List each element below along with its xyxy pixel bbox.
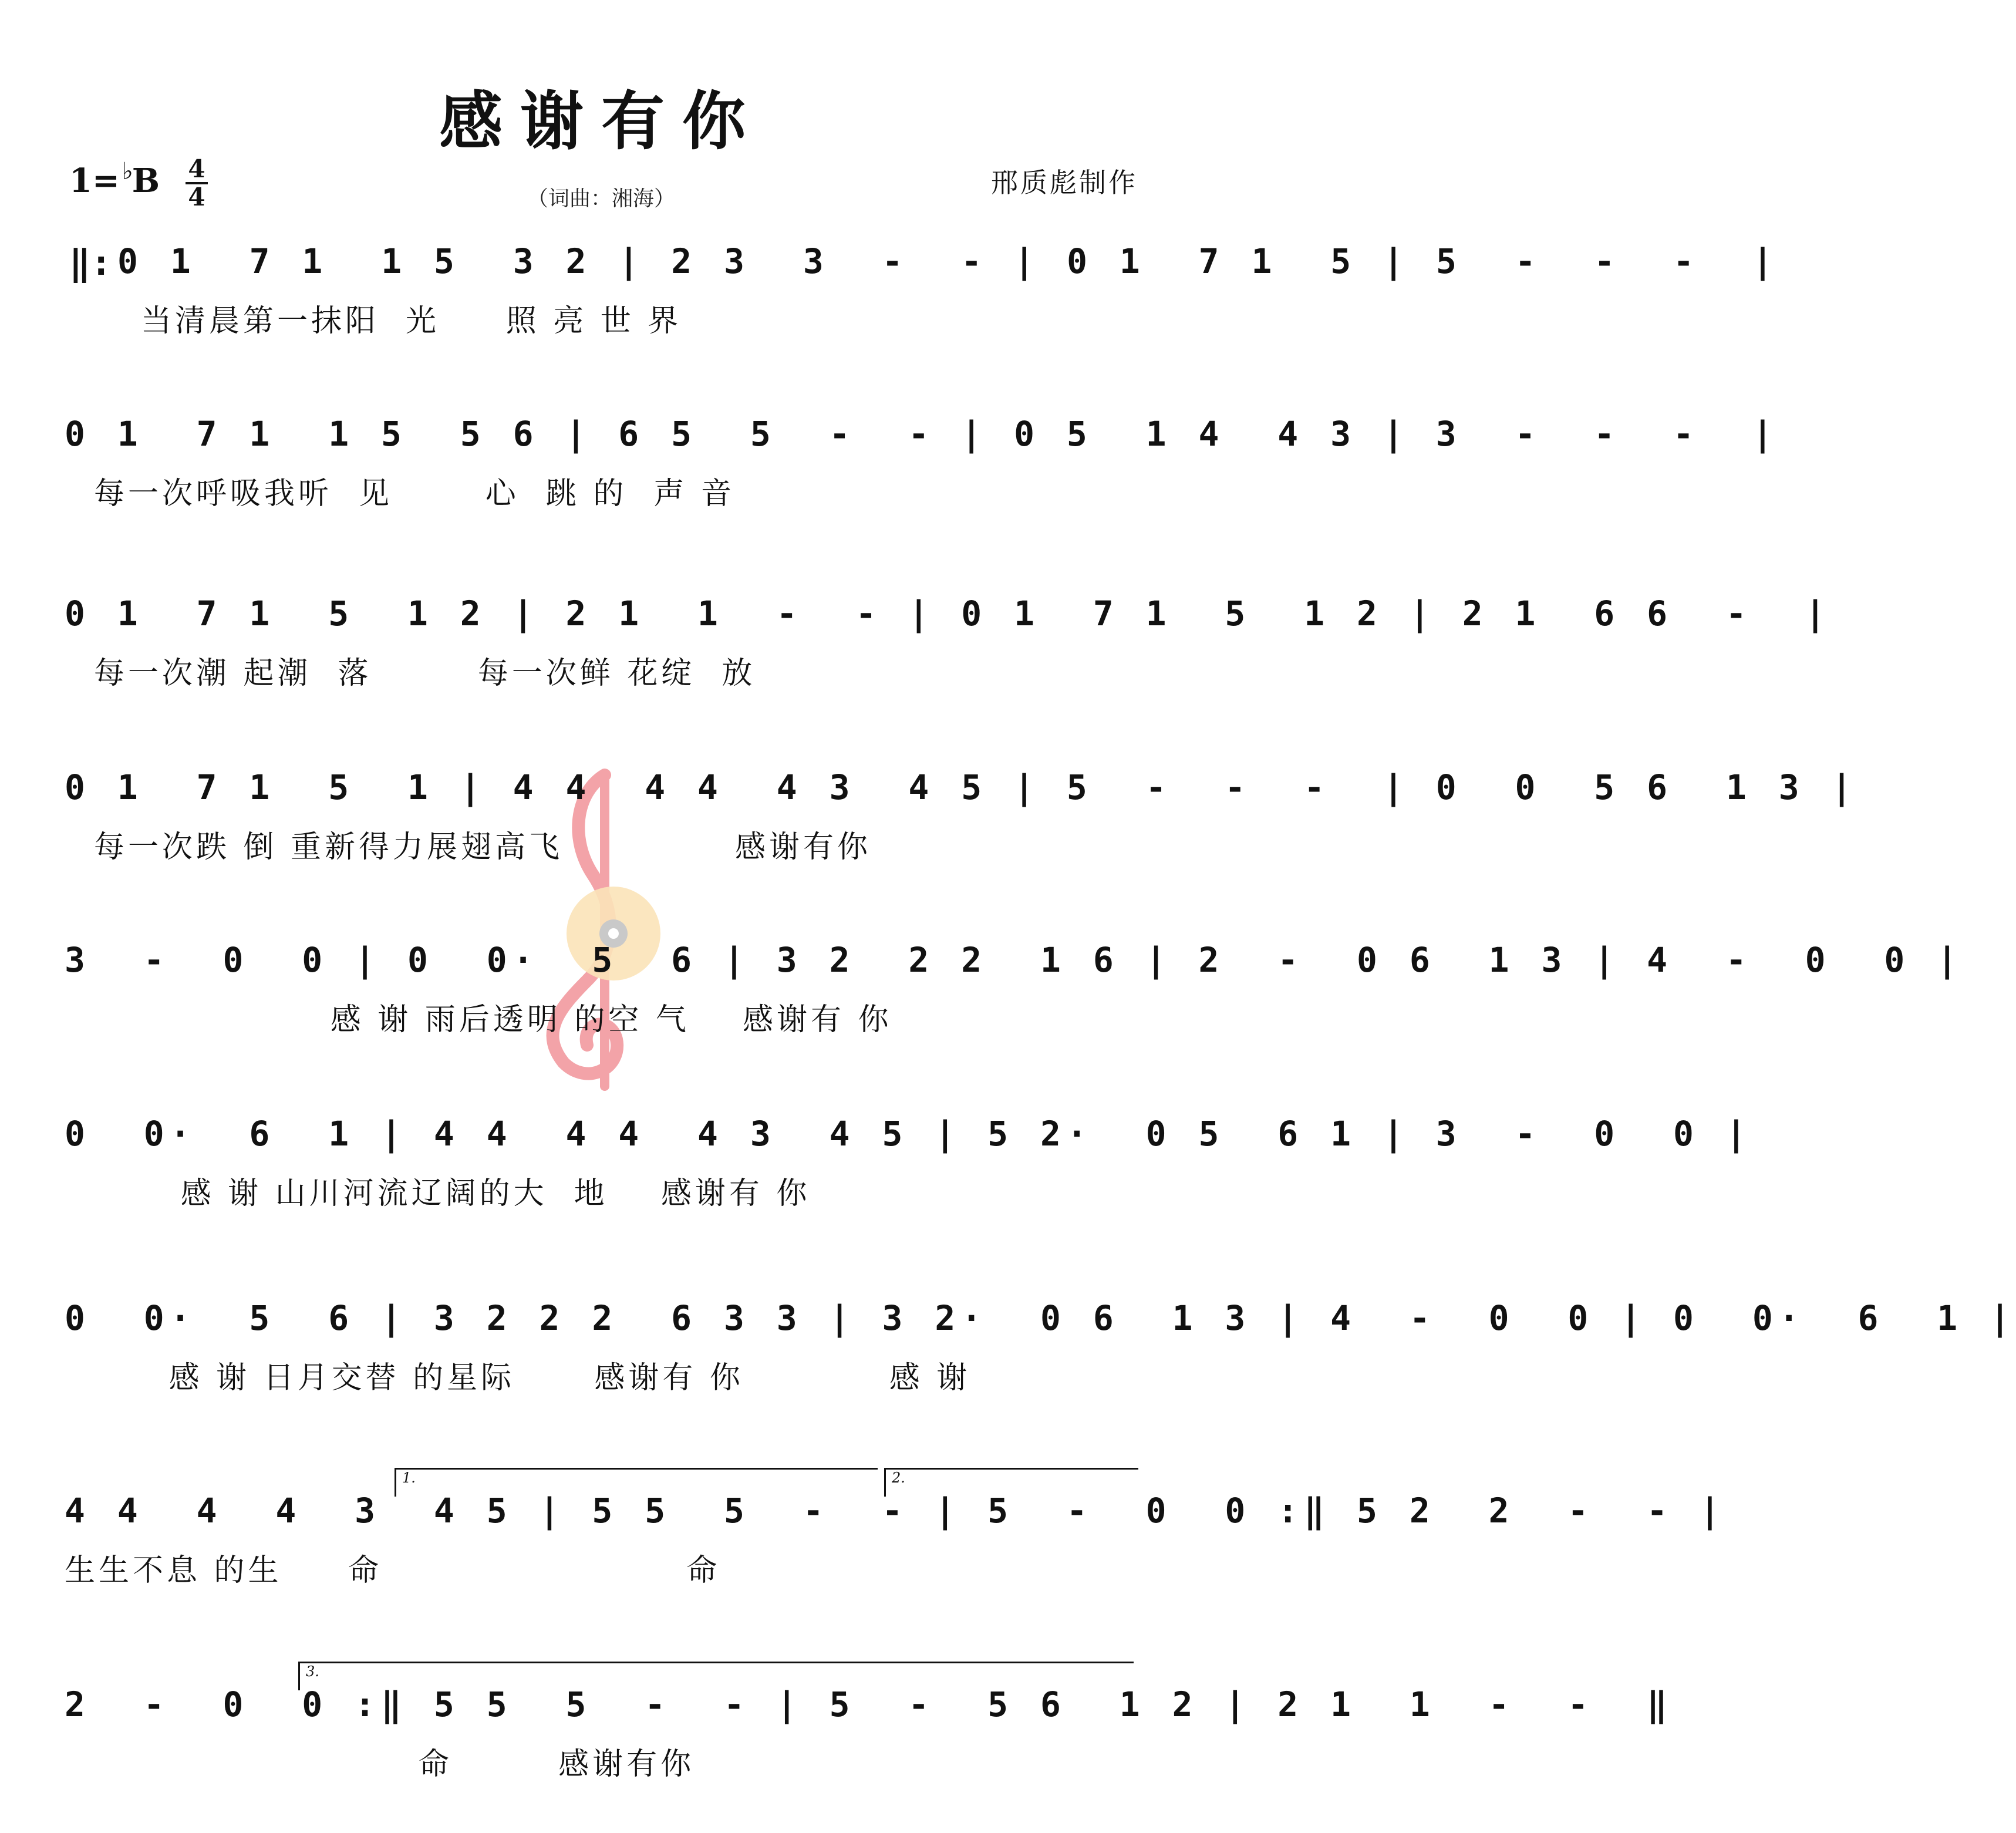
notes-row-4: 0 1 7 1 5 1 | 4 4 4 4 4 3 4 5 | 5 - - - | 0 0 5 6 1 3 | [65, 767, 1858, 807]
lyrics-row-9: 命 感谢有你 [247, 1747, 695, 1782]
lyricist-composer-credit: （词曲：湘海） [527, 187, 675, 211]
lyrics-row-8: 生生不息 的生 命 命 [65, 1553, 721, 1588]
lyrics-row-2: 每一次呼吸我听 见 心 跳 的 声 音 [94, 476, 735, 511]
volta-second-ending: 2. [884, 1468, 1138, 1497]
notes-row-2: 0 1 7 1 1 5 5 6 | 6 5 5 - - | 0 5 1 4 4 3 | 3 - - - | [65, 414, 1779, 454]
volta-first-ending: 1. [395, 1468, 878, 1497]
lyrics-row-6: 感 谢 山川河流辽阔的大 地 感谢有 你 [141, 1176, 811, 1211]
key-prefix: 1= [69, 161, 120, 200]
time-signature-denominator: 4 [188, 183, 205, 211]
volta-third-ending: 3. [298, 1662, 1134, 1690]
flat-icon: ♭ [122, 157, 133, 185]
notes-row-8: 4 4 4 4 3 4 5 | 5 5 5 - - | 5 - 0 0 :‖ 5 2 2 - - | [65, 1491, 1726, 1531]
lyrics-row-4: 每一次跌 倒 重新得力展翅高飞 感谢有你 [94, 830, 871, 865]
repeat-start-sign: ‖: [69, 242, 112, 284]
song-title: 感谢有你 [439, 85, 763, 159]
time-signature-numerator: 4 [188, 154, 205, 183]
score-author: 邢质彪制作 [991, 167, 1138, 198]
notes-row-1: 0 1 7 1 1 5 3 2 | 2 3 3 - - | 0 1 7 1 5 | 5 - - - | [117, 241, 1779, 281]
notes-row-9: 2 - 0 0 :‖ 5 5 5 - - | 5 - 5 6 1 2 | 2 1 1 - - ‖ [65, 1684, 1674, 1724]
notes-row-5: 3 - 0 0 | 0 0· 5 6 | 3 2 2 2 1 6 | 2 - 0 6 1 3 | 4 - 0 0 | [65, 940, 1964, 980]
key-note: B [132, 161, 160, 200]
notes-row-7: 0 0· 5 6 | 3 2 2 2 6 3 3 | 3 2· 0 6 1 3 | 4 - 0 0 | 0 0· 6 1 | [65, 1298, 2016, 1338]
lyrics-row-1: 当清晨第一抹阳 光 照 亮 世 界 [141, 304, 682, 339]
lyrics-row-3: 每一次潮 起潮 落 每一次鲜 花绽 放 [94, 656, 756, 691]
notes-row-6: 0 0· 6 1 | 4 4 4 4 4 3 4 5 | 5 2· 0 5 6 1 | 3 - 0 0 | [65, 1114, 1752, 1154]
lyrics-row-7: 感 谢 日月交替 的星际 感谢有 你 感 谢 [129, 1360, 971, 1396]
notes-row-3: 0 1 7 1 5 1 2 | 2 1 1 - - | 0 1 7 1 5 1 2 | 2 1 6 6 - | [65, 594, 1832, 634]
lyrics-row-5: 感 谢 雨后透明 的空 气 感谢有 你 [211, 1002, 892, 1037]
